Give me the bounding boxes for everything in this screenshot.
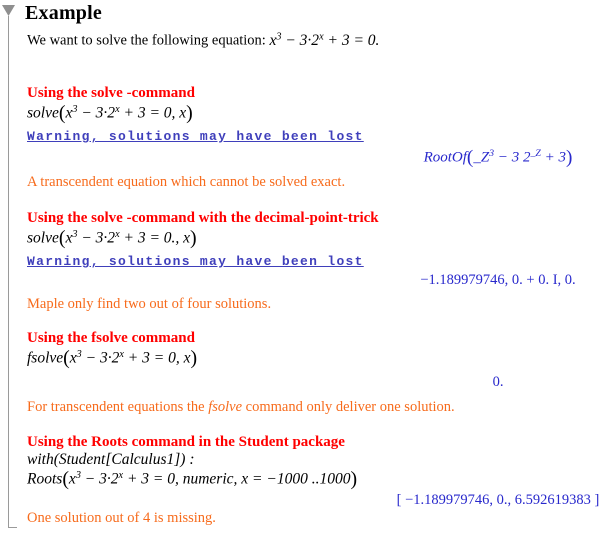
comment-text <box>27 399 455 416</box>
section-heading-solve: Using the solve -command <box>27 85 195 101</box>
maple-output-numeric: −1.189979746, 0. + 0. I, 0. <box>420 272 576 288</box>
maple-input-solve[interactable]: $solve(x^3 - 3\cdot 2^x + 3 = 0$, x) <box>27 102 193 124</box>
maple-output-rootof: $RootOf(\_Z^3 - 3$ $2^{\_Z} + 3$) <box>423 147 573 168</box>
maple-output-zero: 0. <box>492 374 504 390</box>
section-rail <box>8 16 9 528</box>
section-heading-decimal-trick: Using the solve -command with the decimal-point-trick <box>27 210 379 226</box>
section-rail-foot <box>8 527 17 528</box>
intro-line <box>27 31 379 50</box>
intro-equation: $x^3 - 3\cdot 2^x + 3 = 0$. <box>269 31 380 49</box>
maple-output-list: [ −1.189979746, 0., 6.592619383 ] <box>396 492 600 508</box>
comment-pre: For transcendent equations the <box>27 399 209 415</box>
intro-text: We want to solve the following equation: <box>27 32 270 49</box>
warning-message: Warning, solutions may have been lost <box>27 129 364 144</box>
maple-input-solve-decimal[interactable]: $solve(x^3 - 3\cdot 2^x + 3 = 0$., x) <box>27 227 197 249</box>
triangle-down-icon[interactable] <box>2 5 16 17</box>
comment-post: command only deliver one solution. <box>242 399 455 415</box>
maple-input-roots[interactable]: $Roots(x^3 - 3\cdot 2^x + 3 = 0$, numeric, x = −1000 ..1000) <box>27 468 358 490</box>
page-title: Example <box>25 2 102 24</box>
comment-text: One solution out of 4 is missing. <box>27 510 216 526</box>
comment-fsolve-word: fsolve <box>208 399 243 415</box>
comment-text: A transcendent equation which cannot be solved exact. <box>27 174 346 190</box>
warning-message: Warning, solutions may have been lost <box>27 254 364 269</box>
comment-text: Maple only find two out of four solutions. <box>27 296 272 312</box>
maple-input-with-student[interactable]: with(Student[Calculus1]) : <box>27 451 195 468</box>
maple-input-fsolve[interactable]: $fsolve(x^3 - 3\cdot 2^x + 3 = 0$, x) <box>27 347 198 369</box>
section-heading-fsolve: Using the fsolve command <box>27 330 195 346</box>
section-heading-roots: Using the Roots command in the Student package <box>27 434 345 450</box>
